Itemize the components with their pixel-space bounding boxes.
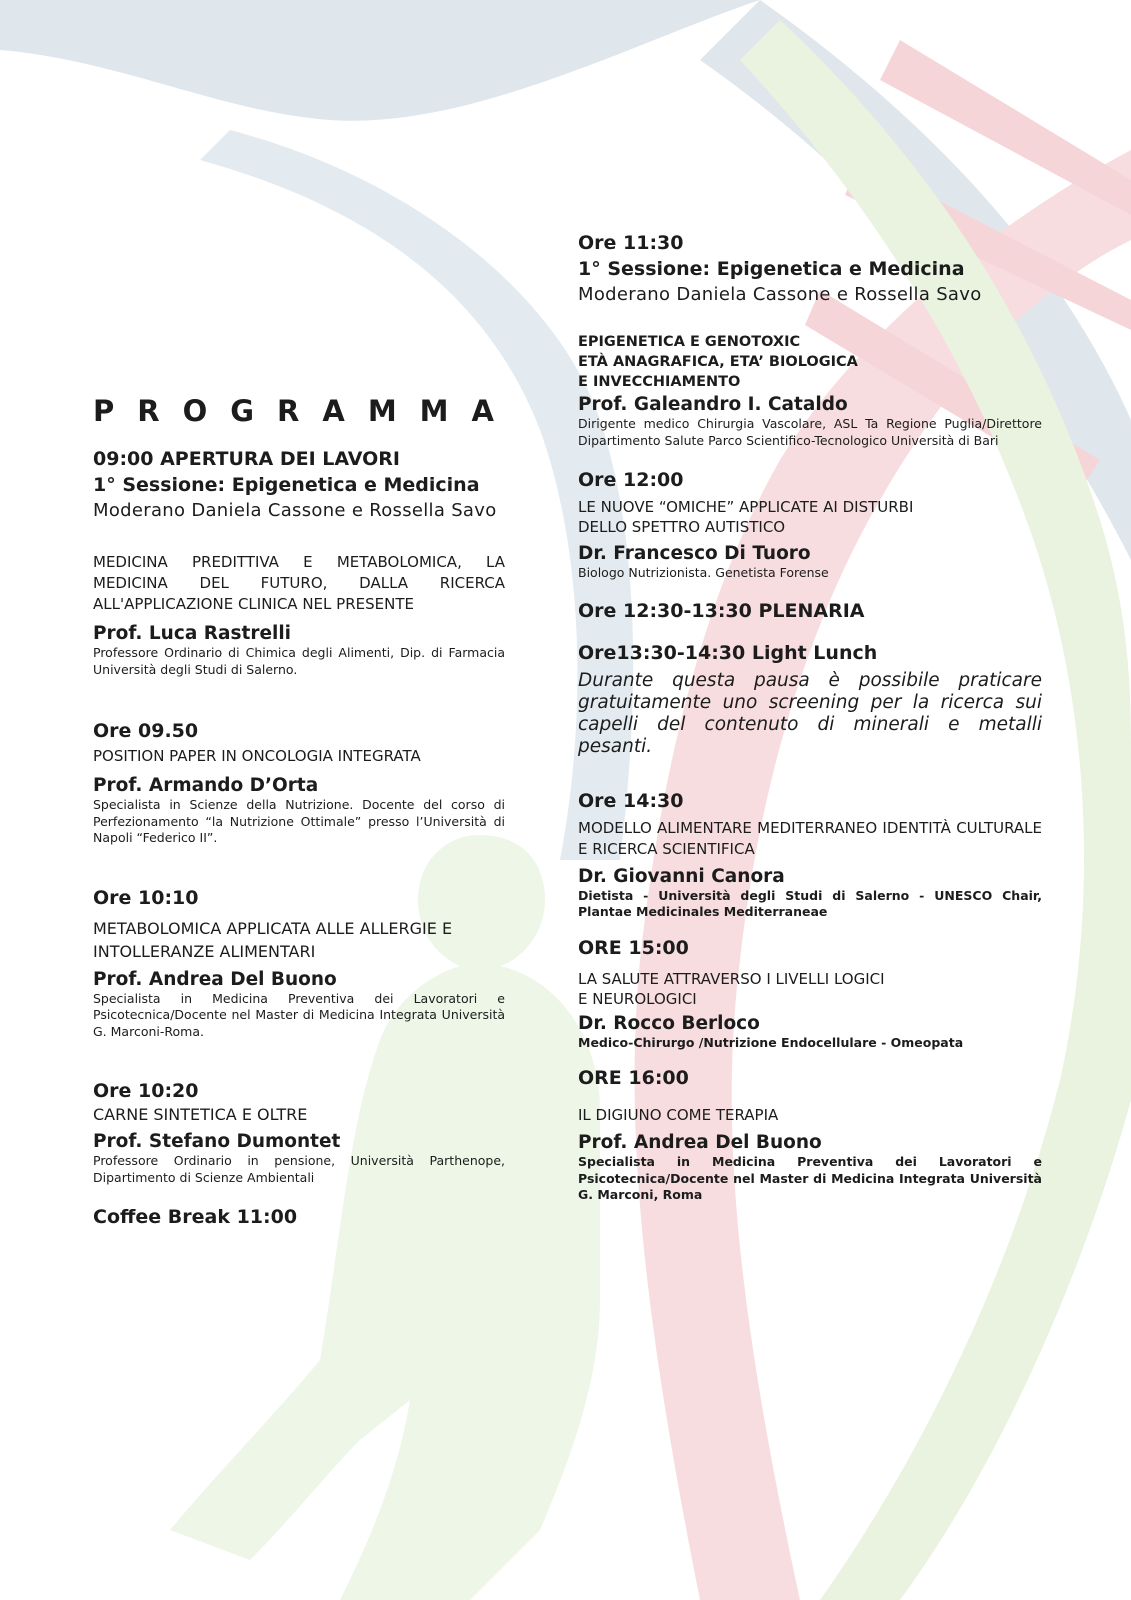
right-column <box>578 230 1042 1204</box>
speaker-bio: Specialista in Medicina Preventiva dei Lavoratori e Psicotecnica/Docente nel Master di Medicina Integrata Università G. Marconi-Roma. <box>93 990 505 1039</box>
plenaria: Ore 12:30-13:30 PLENARIA <box>578 599 865 622</box>
moderators: Moderano Daniela Cassone e Rossella Savo <box>93 500 497 521</box>
talk-title: MEDICINA PREDITTIVA E METABOLOMICA, LA MEDICINA DEL FUTURO, DALLA RICERCA ALL'APPLICAZIONE CLINICA NEL PRESENTE <box>93 553 505 613</box>
speaker-name: Dr. Rocco Berloco <box>578 1012 760 1034</box>
session-title: 1° Sessione: Epigenetica e Medicina <box>93 474 480 496</box>
speaker-bio: Biologo Nutrizionista. Genetista Forense <box>578 565 829 580</box>
talk-title-line: DELLO SPETTRO AUTISTICO <box>578 518 786 536</box>
speaker-name: Dr. Francesco Di Tuoro <box>578 543 811 564</box>
talk-title-line: EPIGENETICA E GENOTOXIC <box>578 334 801 350</box>
talk-title: POSITION PAPER IN ONCOLOGIA INTEGRATA <box>93 747 421 765</box>
moderators: Moderano Daniela Cassone e Rossella Savo <box>578 284 982 305</box>
lunch-time: Ore13:30-14:30 Light Lunch <box>578 641 878 664</box>
speaker-bio: Dirigente medico Chirurgia Vascolare, ASL Ta Regione Puglia/Direttore Dipartimento Salute Parco Scientifico-Tecnologico Università di Bari <box>578 416 1042 448</box>
talk-title-line: LE NUOVE “OMICHE” APPLICATE AI DISTURBI <box>578 498 914 516</box>
talk-time: Ore 10:20 <box>93 1080 199 1102</box>
talk-title-line: LA SALUTE ATTRAVERSO I LIVELLI LOGICI <box>578 969 885 988</box>
talk-time: Ore 09.50 <box>93 720 199 742</box>
talk-time: ORE 15:00 <box>578 936 689 959</box>
page-title: PROGRAMMA <box>93 394 517 428</box>
speaker-bio: Professore Ordinario in pensione, Università Parthenope, Dipartimento di Scienze Ambientali <box>93 1153 505 1185</box>
coffee-break: Coffee Break 11:00 <box>93 1206 298 1228</box>
talk-title: IL DIGIUNO COME TERAPIA <box>578 1106 779 1124</box>
speaker-name: Prof. Andrea Del Buono <box>93 968 337 990</box>
speaker-name: Dr. Giovanni Canora <box>578 865 785 887</box>
talk-time: Ore 14:30 <box>578 789 684 812</box>
speaker-name: Prof. Andrea Del Buono <box>578 1132 822 1153</box>
talk-time: ORE 16:00 <box>578 1067 689 1089</box>
talk-time: Ore 10:10 <box>93 886 199 909</box>
talk-title-line: ETÀ ANAGRAFICA, ETA’ BIOLOGICA <box>578 354 858 370</box>
speaker-bio: Specialista in Scienze della Nutrizione. Docente del corso di Perfezionamento “la Nutrizione Ottimale” presso l’Università di Napoli “Federico II”. <box>93 797 505 845</box>
speaker-name: Prof. Stefano Dumontet <box>93 1131 341 1152</box>
talk-title-line: E INVECCHIAMENTO <box>578 374 741 390</box>
left-column <box>93 392 517 1230</box>
speaker-bio: Medico-Chirurgo /Nutrizione Endocellulare - Omeopata <box>578 1034 964 1050</box>
blue-ribbon-top <box>0 0 760 121</box>
talk-title: MODELLO ALIMENTARE MEDITERRANEO IDENTITÀ CULTURALE E RICERCA SCIENTIFICA <box>578 818 1042 858</box>
talk-time: Ore 12:00 <box>578 469 684 491</box>
speaker-name: Prof. Luca Rastrelli <box>93 623 292 644</box>
speaker-name: Prof. Armando D’Orta <box>93 775 319 796</box>
speaker-bio: Specialista in Medicina Preventiva dei Lavoratori e Psicotecnica/Docente nel Master di Medicina Integrata Università G. Marconi, Roma <box>578 1154 1042 1202</box>
opening-time: 09:00 APERTURA DEI LAVORI <box>93 448 400 470</box>
speaker-bio: Dietista - Università degli Studi di Salerno - UNESCO Chair, Plantae Medicinales Mediterraneae <box>578 887 1042 919</box>
talk-title: CARNE SINTETICA E OLTRE <box>93 1105 308 1124</box>
session-time: Ore 11:30 <box>578 232 684 254</box>
talk-title-line: E NEUROLOGICI <box>578 989 697 1008</box>
lunch-note: Durante questa pausa è possibile praticare gratuitamente uno screening per la ricerca sui capelli del contenuto di minerali e metalli pesanti. <box>578 669 1042 757</box>
speaker-bio: Professore Ordinario di Chimica degli Alimenti, Dip. di Farmacia Università degli Studi di Salerno. <box>93 645 505 677</box>
session-title: 1° Sessione: Epigenetica e Medicina <box>578 258 965 280</box>
speaker-name: Prof. Galeandro I. Cataldo <box>578 394 848 415</box>
talk-title: METABOLOMICA APPLICATA ALLE ALLERGIE E INTOLLERANZE ALIMENTARI <box>93 918 453 961</box>
